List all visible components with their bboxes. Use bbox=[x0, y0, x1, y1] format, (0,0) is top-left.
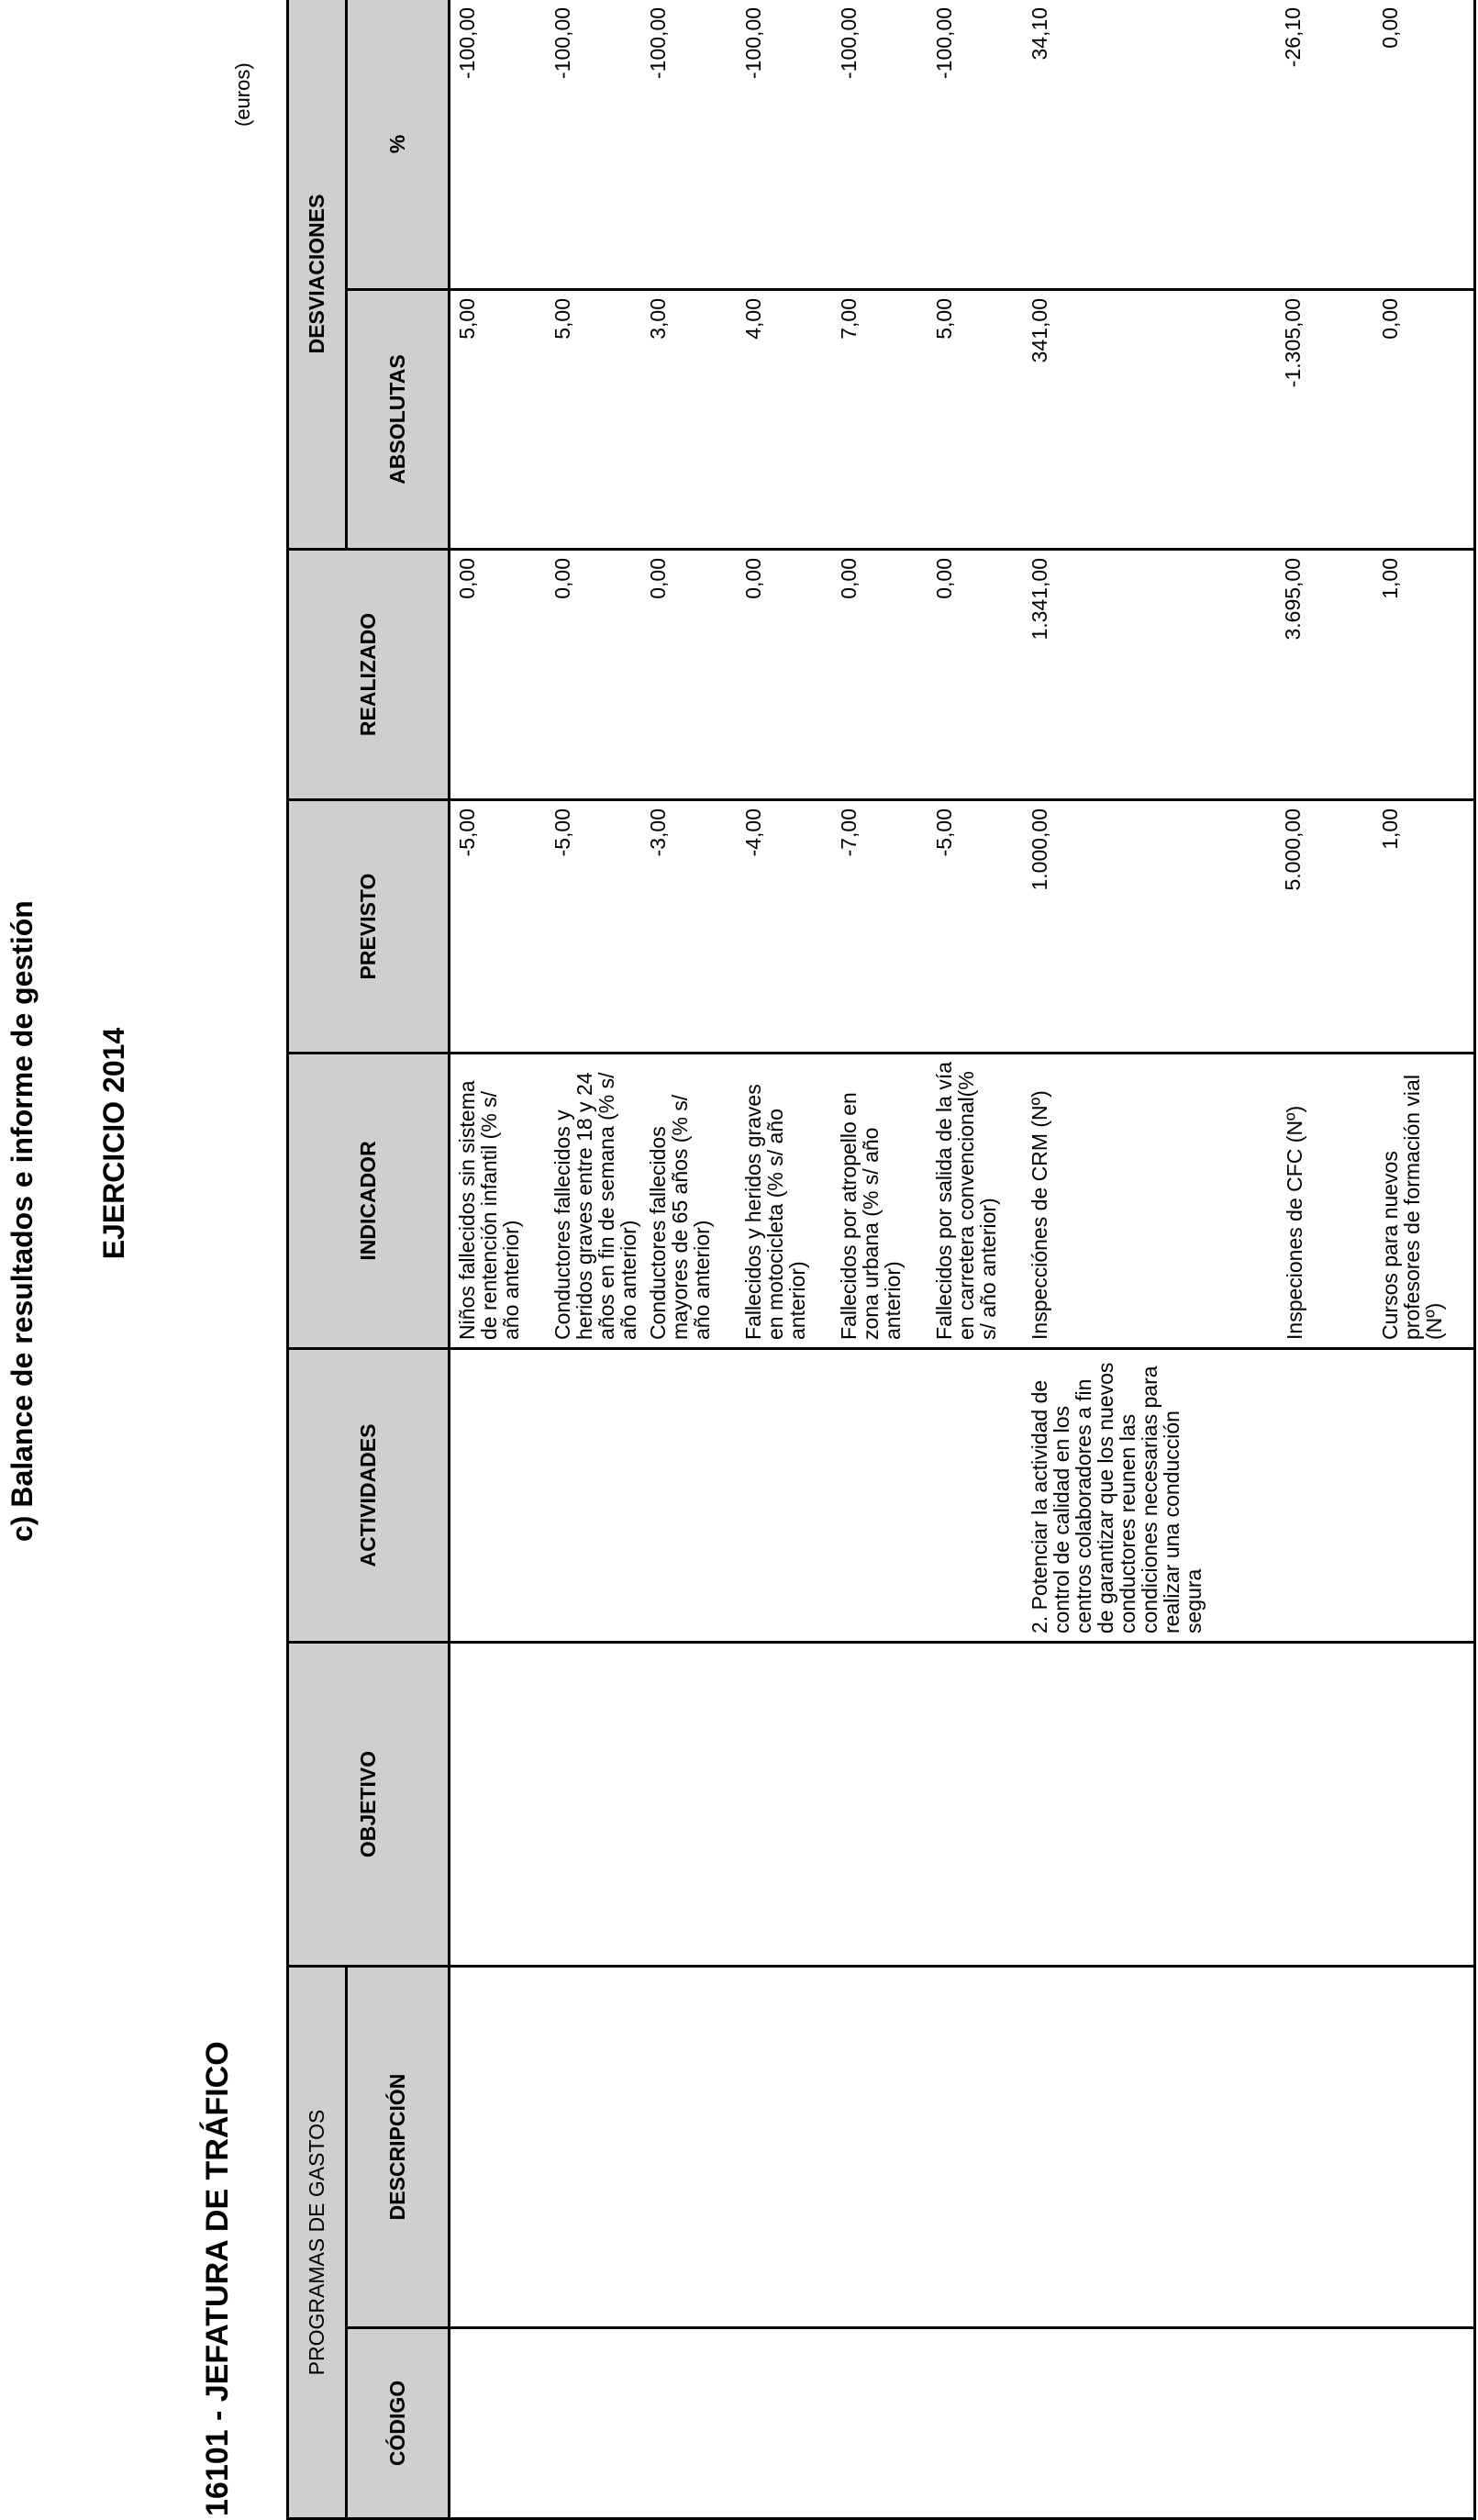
indicator-label: Conductores fallecidos y heridos graves entre 18 y 24 años en fin de semana (% s/ año anterior) bbox=[550, 1072, 640, 1340]
porcentaje-value bbox=[1373, 0, 1469, 288]
realizado-value-text: 0,00 bbox=[550, 557, 574, 599]
absolutas-value bbox=[928, 291, 1023, 548]
programas-group-header: PROGRAMAS DE GASTOS bbox=[288, 1966, 347, 2518]
column-header-absolutas: ABSOLUTAS bbox=[347, 289, 450, 549]
absolutas-value-text: 5,00 bbox=[932, 297, 956, 340]
realizado-column bbox=[450, 549, 1475, 799]
absolutas-value bbox=[450, 291, 546, 548]
previsto-value bbox=[928, 801, 1023, 1052]
realizado-value bbox=[1278, 551, 1373, 798]
porcentaje-value bbox=[641, 0, 737, 288]
absolutas-value-text: -1.305,00 bbox=[1281, 297, 1305, 388]
codigo-cell bbox=[450, 2328, 1475, 2519]
previsto-value bbox=[641, 801, 737, 1052]
column-header-previsto: PREVISTO bbox=[288, 799, 450, 1053]
currency-note: (euros) bbox=[231, 62, 254, 127]
column-header-actividades: ACTIVIDADES bbox=[288, 1348, 450, 1642]
indicador-column bbox=[450, 1053, 1475, 1348]
indicator-label: Inspecciónes de CRM (Nº) bbox=[1028, 1090, 1051, 1340]
indicator-text bbox=[1023, 1054, 1278, 1347]
porcentaje-value-text: -100,00 bbox=[550, 6, 574, 79]
realizado-value-text: 0,00 bbox=[837, 557, 861, 599]
desviaciones-group-header: DESVIACIONES bbox=[288, 0, 347, 549]
activity-text: 2. Potenciar la actividad de control de calidad en los centros colaboradores a fin de garantizar que los nuevos conductores reunen las condiciones necesarias para realizar una conducción segura bbox=[1028, 1362, 1206, 1634]
indicator-text bbox=[832, 1054, 928, 1347]
absolutas-value-text: 5,00 bbox=[550, 297, 574, 340]
indicator-text bbox=[450, 1054, 546, 1347]
realizado-value bbox=[546, 551, 641, 798]
realizado-value-text: 1.341,00 bbox=[1028, 557, 1051, 641]
previsto-value-text: -5,00 bbox=[550, 808, 574, 857]
year-title: EJERCICIO 2014 bbox=[97, 1027, 130, 1260]
porcentaje-value-text: -26,10 bbox=[1281, 6, 1305, 68]
column-header-descripcion: DESCRIPCIÓN bbox=[347, 1966, 450, 2327]
indicator-text bbox=[1373, 1054, 1469, 1347]
porcentaje-value-text: -100,00 bbox=[741, 6, 765, 79]
porcentaje-value bbox=[450, 0, 546, 288]
porcentaje-value-text: 34,10 bbox=[1028, 6, 1051, 61]
results-table bbox=[286, 0, 1476, 2520]
previsto-value bbox=[1278, 801, 1373, 1052]
previsto-value-text: 1,00 bbox=[1378, 808, 1402, 850]
previsto-value bbox=[1023, 801, 1278, 1052]
previsto-value-text: -7,00 bbox=[837, 808, 861, 857]
descripcion-cell bbox=[450, 1966, 1475, 2327]
section-title: c) Balance de resultados e informe de gestión bbox=[6, 900, 39, 1542]
indicator-label: Niños fallecidos sin sistema de rentención infantil (% s/ año anterior) bbox=[455, 1080, 523, 1340]
previsto-value bbox=[546, 801, 641, 1052]
indicator-text bbox=[737, 1054, 832, 1347]
porcentaje-value-text: -100,00 bbox=[932, 6, 956, 79]
indicator-text bbox=[928, 1054, 1023, 1347]
previsto-value-text: 1.000,00 bbox=[1028, 808, 1051, 891]
absolutas-value bbox=[1023, 291, 1278, 548]
realizado-value bbox=[737, 551, 832, 798]
realizado-value-text: 0,00 bbox=[455, 557, 479, 599]
indicator-label: Conductores fallecidos mayores de 65 años (% s/ año anterior) bbox=[646, 1094, 714, 1340]
indicator-text bbox=[546, 1054, 641, 1347]
realizado-value-text: 3.695,00 bbox=[1281, 557, 1305, 641]
column-header-indicador: INDICADOR bbox=[288, 1053, 450, 1348]
porcentaje-value-text: -100,00 bbox=[646, 6, 670, 79]
porcentaje-value-text: 0,00 bbox=[1378, 6, 1402, 49]
previsto-value bbox=[450, 801, 546, 1052]
absolutas-value-text: 3,00 bbox=[646, 297, 670, 340]
column-header-realizado: REALIZADO bbox=[288, 549, 450, 799]
previsto-value-text: -4,00 bbox=[741, 808, 765, 857]
realizado-value bbox=[1023, 551, 1278, 798]
porcentaje-value bbox=[928, 0, 1023, 288]
porcentaje-value bbox=[1278, 0, 1373, 288]
absolutas-value bbox=[737, 291, 832, 548]
indicator-label: Fallecidos por atropello en zona urbana (% s/ año anterior) bbox=[837, 1092, 905, 1340]
indicator-label: Cursos para nuevos profesores de formación vial (Nº) bbox=[1378, 1075, 1446, 1340]
indicator-label: Inspeciones de CFC (Nº) bbox=[1283, 1105, 1306, 1340]
porcentaje-value bbox=[1023, 0, 1278, 288]
absolutas-column bbox=[450, 289, 1475, 549]
realizado-value bbox=[832, 551, 928, 798]
porcentaje-column bbox=[450, 0, 1475, 289]
realizado-value bbox=[1373, 551, 1469, 798]
absolutas-value-text: 4,00 bbox=[741, 297, 765, 340]
previsto-value-text: -5,00 bbox=[455, 808, 479, 857]
activities-spacer bbox=[450, 1350, 1023, 1641]
realizado-value-text: 0,00 bbox=[932, 557, 956, 599]
absolutas-value-text: 5,00 bbox=[455, 297, 479, 340]
absolutas-value bbox=[1373, 291, 1469, 548]
objetivo-cell bbox=[450, 1642, 1475, 1966]
previsto-value bbox=[832, 801, 928, 1052]
absolutas-value bbox=[641, 291, 737, 548]
porcentaje-value bbox=[546, 0, 641, 288]
previsto-value-text: -5,00 bbox=[932, 808, 956, 857]
previsto-column bbox=[450, 799, 1475, 1053]
porcentaje-value-text: -100,00 bbox=[455, 6, 479, 79]
indicator-label: Fallecidos por salida de la vía en carretera convencional(% s/ año anterior) bbox=[932, 1061, 1000, 1340]
realizado-value bbox=[641, 551, 737, 798]
previsto-value bbox=[737, 801, 832, 1052]
previsto-value bbox=[1373, 801, 1469, 1052]
previsto-value-text: 5.000,00 bbox=[1281, 808, 1305, 891]
absolutas-value bbox=[1278, 291, 1373, 548]
indicator-label: Fallecidos y heridos graves en motocicleta (% s/ año anterior) bbox=[741, 1084, 809, 1340]
porcentaje-value-text: -100,00 bbox=[837, 6, 861, 79]
porcentaje-value bbox=[737, 0, 832, 288]
organization-title: 16101 - JEFATURA DE TRÁFICO bbox=[200, 2041, 235, 2516]
realizado-value-text: 0,00 bbox=[741, 557, 765, 599]
absolutas-value-text: 7,00 bbox=[837, 297, 861, 340]
realizado-value bbox=[928, 551, 1023, 798]
indicator-text bbox=[1278, 1054, 1373, 1347]
previsto-value-text: -3,00 bbox=[646, 808, 670, 857]
indicator-text bbox=[641, 1054, 737, 1347]
column-header-codigo: CÓDIGO bbox=[347, 2328, 450, 2519]
absolutas-value bbox=[546, 291, 641, 548]
column-header-porcentaje: % bbox=[347, 0, 450, 289]
realizado-value bbox=[450, 551, 546, 798]
realizado-value-text: 0,00 bbox=[646, 557, 670, 599]
absolutas-value bbox=[832, 291, 928, 548]
absolutas-value-text: 0,00 bbox=[1378, 297, 1402, 340]
porcentaje-value bbox=[832, 0, 928, 288]
actividades-cell bbox=[450, 1348, 1475, 1642]
column-header-objetivo: OBJETIVO bbox=[288, 1642, 450, 1966]
absolutas-value-text: 341,00 bbox=[1028, 297, 1051, 363]
realizado-value-text: 1,00 bbox=[1378, 557, 1402, 599]
